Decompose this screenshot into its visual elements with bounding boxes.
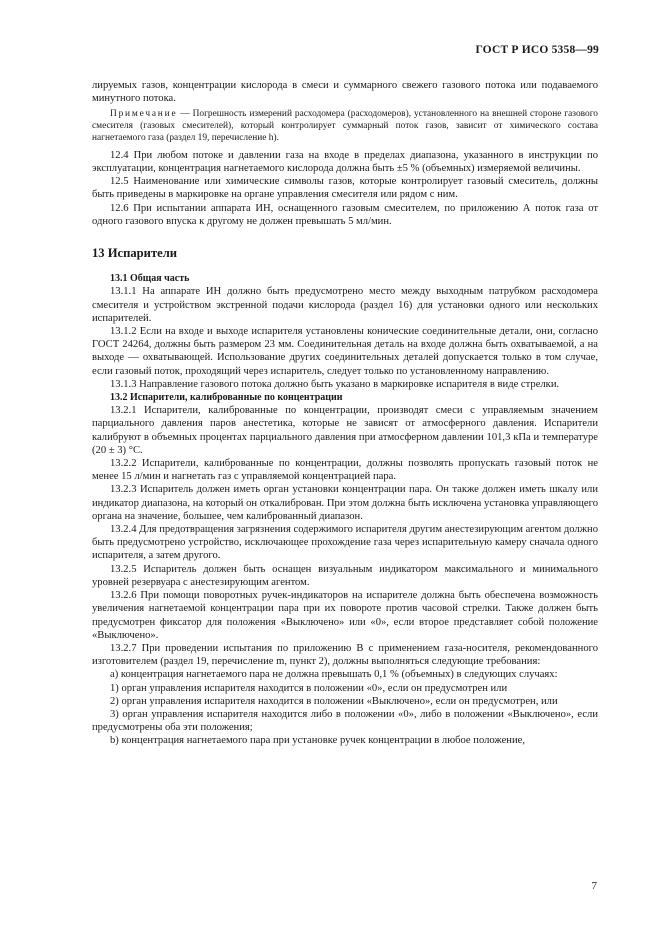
paragraph-12-4: 12.4 При любом потоке и давлении газа на входе в пределах диапазона, указанного в инструкции по эксплуатации, концентрация нагнетаемого кислорода должна быть ±5 % (объемных) измеряемой величины. (92, 149, 598, 174)
list-item-a: a) концентрация нагнетаемого пара не должна превышать 0,1 % (объемных) в следующих случаях: (110, 669, 558, 681)
section-heading-13: 13 Испарители (92, 246, 178, 261)
page-number: 7 (591, 880, 597, 892)
list-item-3: 3) орган управления испарителя находится либо в положении «0», либо в положении «Выключено», если предусмотрены оба эти положения; (92, 708, 598, 734)
note-text: — Погрешность измерений расходомера (расходомеров), установленного на внешней стороне газового смесителя (газовых смесителей), который контролирует суммарный поток газов, зависит от химического состава нагнетаемого газа (раздел 19, перечисление h). (92, 109, 598, 143)
paragraph-13-2-2: 13.2.2 Испарители, калиброванные по концентрации, должны позволять пропускать газовый поток не менее 15 л/мин и нагнетать газ с управляемой концентрацией пара. (92, 458, 598, 483)
paragraph-13-1-3: 13.1.3 Направление газового потока должно быть указано в маркировке испарителя в виде стрелки. (110, 378, 560, 390)
document-body (92, 79, 598, 748)
paragraph-13-1-2: 13.1.2 Если на входе и выходе испарителя установлены конические соединительные детали, они, согласно ГОСТ 24264, должны быть размером 23 мм. Соединительная деталь на входе должна быть охватываемой, а на выходе — охватывающей. Использование других соединительных деталей допускается только в том случае, если газовый поток, проходящий через испаритель, следует только по установленному направлению. (92, 326, 598, 377)
paragraph-12-6: 12.6 При испытании аппарата ИН, оснащенного газовым смесителем, по приложению А поток газа от одного газового впуска к другому не должен превышать 5 мл/мин. (92, 202, 598, 227)
subsection-heading-13-2: 13.2 Испарители, калиброванные по концентрации (110, 392, 343, 404)
paragraph-13-2-4: 13.2.4 Для предотвращения загрязнения содержимого испарителя другим анестезирующим агентом должно быть предусмотрено устройство, исключающее прохождение газа через испарительную камеру сначала одного испарителя, а затем другого. (92, 524, 598, 562)
note-label: Примечание (110, 109, 178, 120)
list-item-1: 1) орган управления испарителя находится в положении «0», если он предусмотрен или (110, 682, 508, 694)
list-item-2: 2) орган управления испарителя находится в положении «Выключено», если он предусмотрен, или (110, 695, 558, 707)
note-paragraph (92, 109, 598, 144)
paragraph-12-5: 12.5 Наименование или химические символы газов, которые контролирует газовый смеситель, должны быть приведены в маркировке на органе управления смесителя или рядом с ним. (92, 176, 598, 201)
paragraph-continued: лируемых газов, концентрации кислорода в смеси и суммарного свежего газового потока или подаваемого минутного потока. (92, 80, 598, 105)
list-item-b: b) концентрация нагнетаемого пара при установке ручек концентрации в любое положение, (110, 735, 525, 747)
paragraph-13-2-3: 13.2.3 Испаритель должен иметь орган установки концентрации пара. Он также должен иметь шкалу или индикатор диапазона, на который он откалиброван. При этом должна быть исключена установка управляющего органа на значение, большее, чем калиброванный диапазон. (92, 484, 598, 522)
paragraph-13-2-1: 13.2.1 Испарители, калиброванные по концентрации, производят смеси с управляемым значением парциального давления паров анестетика, которые не зависят от атмосферного давления. Испарители калибруют в объемных процентах парциального давления при атмосферном давлении 101,3 кПа и температуре (20 ± 3) °C. (92, 405, 598, 456)
paragraph-13-1-1: 13.1.1 На аппарате ИН должно быть предусмотрено место между выходным патрубком расходомера смесителя и устройством экстренной подачи кислорода (раздел 16) для установки одного или нескольких испарителей. (92, 286, 598, 324)
paragraph-13-2-6: 13.2.6 При помощи поворотных ручек-индикаторов на испарителе должна быть обеспечена возможность увеличения нагнетаемой концентрации пара при их повороте против часовой стрелки. Также должен быть предусмотрен фиксатор для положения «Выключено» или «0», если второе представляет собой положение «Выключено». (92, 590, 598, 641)
standard-header: ГОСТ Р ИСО 5358—99 (475, 44, 599, 56)
subsection-heading-13-1: 13.1 Общая часть (110, 273, 190, 285)
paragraph-13-2-5: 13.2.5 Испаритель должен быть оснащен визуальным индикатором максимального и минимального уровней резервуара с анестезирующим агентом. (92, 563, 598, 588)
paragraph-13-2-7: 13.2.7 При проведении испытания по приложению В с применением газа-носителя, рекомендованного изготовителем (раздел 19, перечисление m, пункт 2), должны выполняться следующие требования: (92, 642, 598, 668)
